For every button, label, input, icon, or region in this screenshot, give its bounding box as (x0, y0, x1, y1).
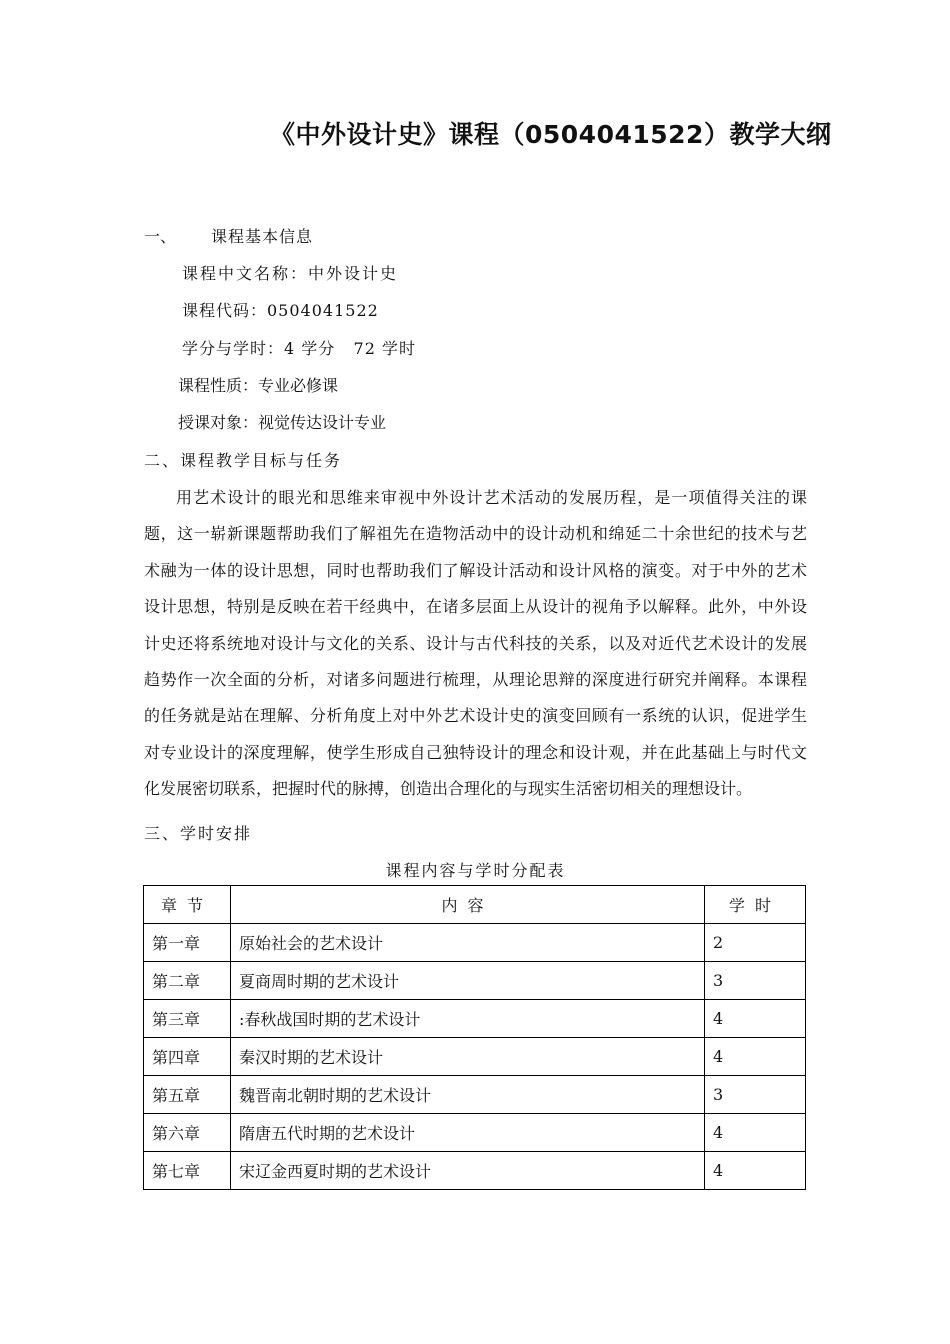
hours-cell: 4 (705, 1000, 806, 1038)
field-course-nature: 课程性质：专业必修课 (178, 376, 339, 395)
section3-heading: 三、学时安排 (144, 824, 253, 843)
field-course-code: 课程代码：0504041522 (182, 301, 379, 320)
table-row (144, 924, 806, 962)
content-cell: 秦汉时期的艺术设计 (231, 1038, 705, 1076)
section1-heading: 课程基本信息 (211, 227, 314, 246)
field-audience: 授课对象：视觉传达设计专业 (178, 413, 387, 432)
hours-cell: 3 (705, 1076, 806, 1114)
content-cell: 夏商周时期的艺术设计 (231, 962, 705, 1000)
table-row (144, 1076, 806, 1114)
paragraph-line: 对专业设计的深度理解，使学生形成自己独特设计的理念和设计观，并在此基础上与时代文 (144, 742, 807, 762)
table-row (144, 962, 806, 1000)
objectives-paragraph (144, 480, 807, 808)
table-row (144, 1152, 806, 1190)
paragraph-line: 趋势作一次全面的分析，对诸多问题进行梳理，从理论思辩的深度进行研究并阐释。本课程 (144, 669, 807, 689)
hours-cell: 4 (705, 1152, 806, 1190)
paragraph-line: 化发展密切联系，把握时代的脉搏，创造出合理化的与现实生活密切相关的理想设计。 (144, 779, 753, 799)
paragraph-line: 计史还将系统地对设计与文化的关系、设计与古代科技的关系，以及对近代艺术设计的发展 (144, 633, 807, 653)
content-cell: 宋辽金西夏时期的艺术设计 (231, 1152, 705, 1190)
chapter-cell: 第六章 (144, 1114, 231, 1152)
paragraph-line: 术融为一体的设计思想，同时也帮助我们了解设计活动和设计风格的演变。对于中外的艺术 (144, 560, 807, 580)
document-title: 《中外设计史》课程（0504041522）教学大纲 (270, 120, 832, 149)
chapter-cell: 第五章 (144, 1076, 231, 1114)
section1-number: 一、 (144, 227, 177, 246)
table-row (144, 1038, 806, 1076)
header-content: 内容 (231, 886, 705, 924)
hours-table (143, 885, 806, 1190)
field-credits-hours: 学分与学时：4 学分 72 学时 (182, 339, 416, 358)
header-chapter: 章节 (144, 886, 231, 924)
chapter-cell: 第三章 (144, 1000, 231, 1038)
hours-cell: 4 (705, 1114, 806, 1152)
chapter-cell: 第七章 (144, 1152, 231, 1190)
paragraph-line: 设计思想，特别是反映在若干经典中，在诸多层面上从设计的视角予以解释。此外，中外设 (144, 597, 807, 617)
table-row (144, 1000, 806, 1038)
paragraph-line: 用艺术设计的眼光和思维来审视中外设计艺术活动的发展历程，是一项值得关注的课 (176, 488, 807, 507)
hours-cell: 3 (705, 962, 806, 1000)
paragraph-line: 题，这一崭新课题帮助我们了解祖先在造物活动中的设计动机和绵延二十余世纪的技术与艺 (144, 524, 807, 544)
content-cell: :春秋战国时期的艺术设计 (231, 1000, 705, 1038)
table-row (144, 1114, 806, 1152)
content-cell: 魏晋南北朝时期的艺术设计 (231, 1076, 705, 1114)
chapter-cell: 第二章 (144, 962, 231, 1000)
chapter-cell: 第一章 (144, 924, 231, 962)
hours-cell: 2 (705, 924, 806, 962)
paragraph-line: 的任务就是站在理解、分析角度上对中外艺术设计史的演变回顾有一系统的认识，促进学生 (144, 706, 807, 726)
table-caption: 课程内容与学时分配表 (385, 861, 566, 880)
chapter-cell: 第四章 (144, 1038, 231, 1076)
content-cell: 原始社会的艺术设计 (231, 924, 705, 962)
hours-cell: 4 (705, 1038, 806, 1076)
content-cell: 隋唐五代时期的艺术设计 (231, 1114, 705, 1152)
section2-heading: 二、课程教学目标与任务 (144, 451, 343, 470)
field-course-name: 课程中文名称：中外设计史 (182, 264, 399, 283)
table-header-row (144, 886, 806, 924)
header-hours: 学时 (705, 886, 806, 924)
